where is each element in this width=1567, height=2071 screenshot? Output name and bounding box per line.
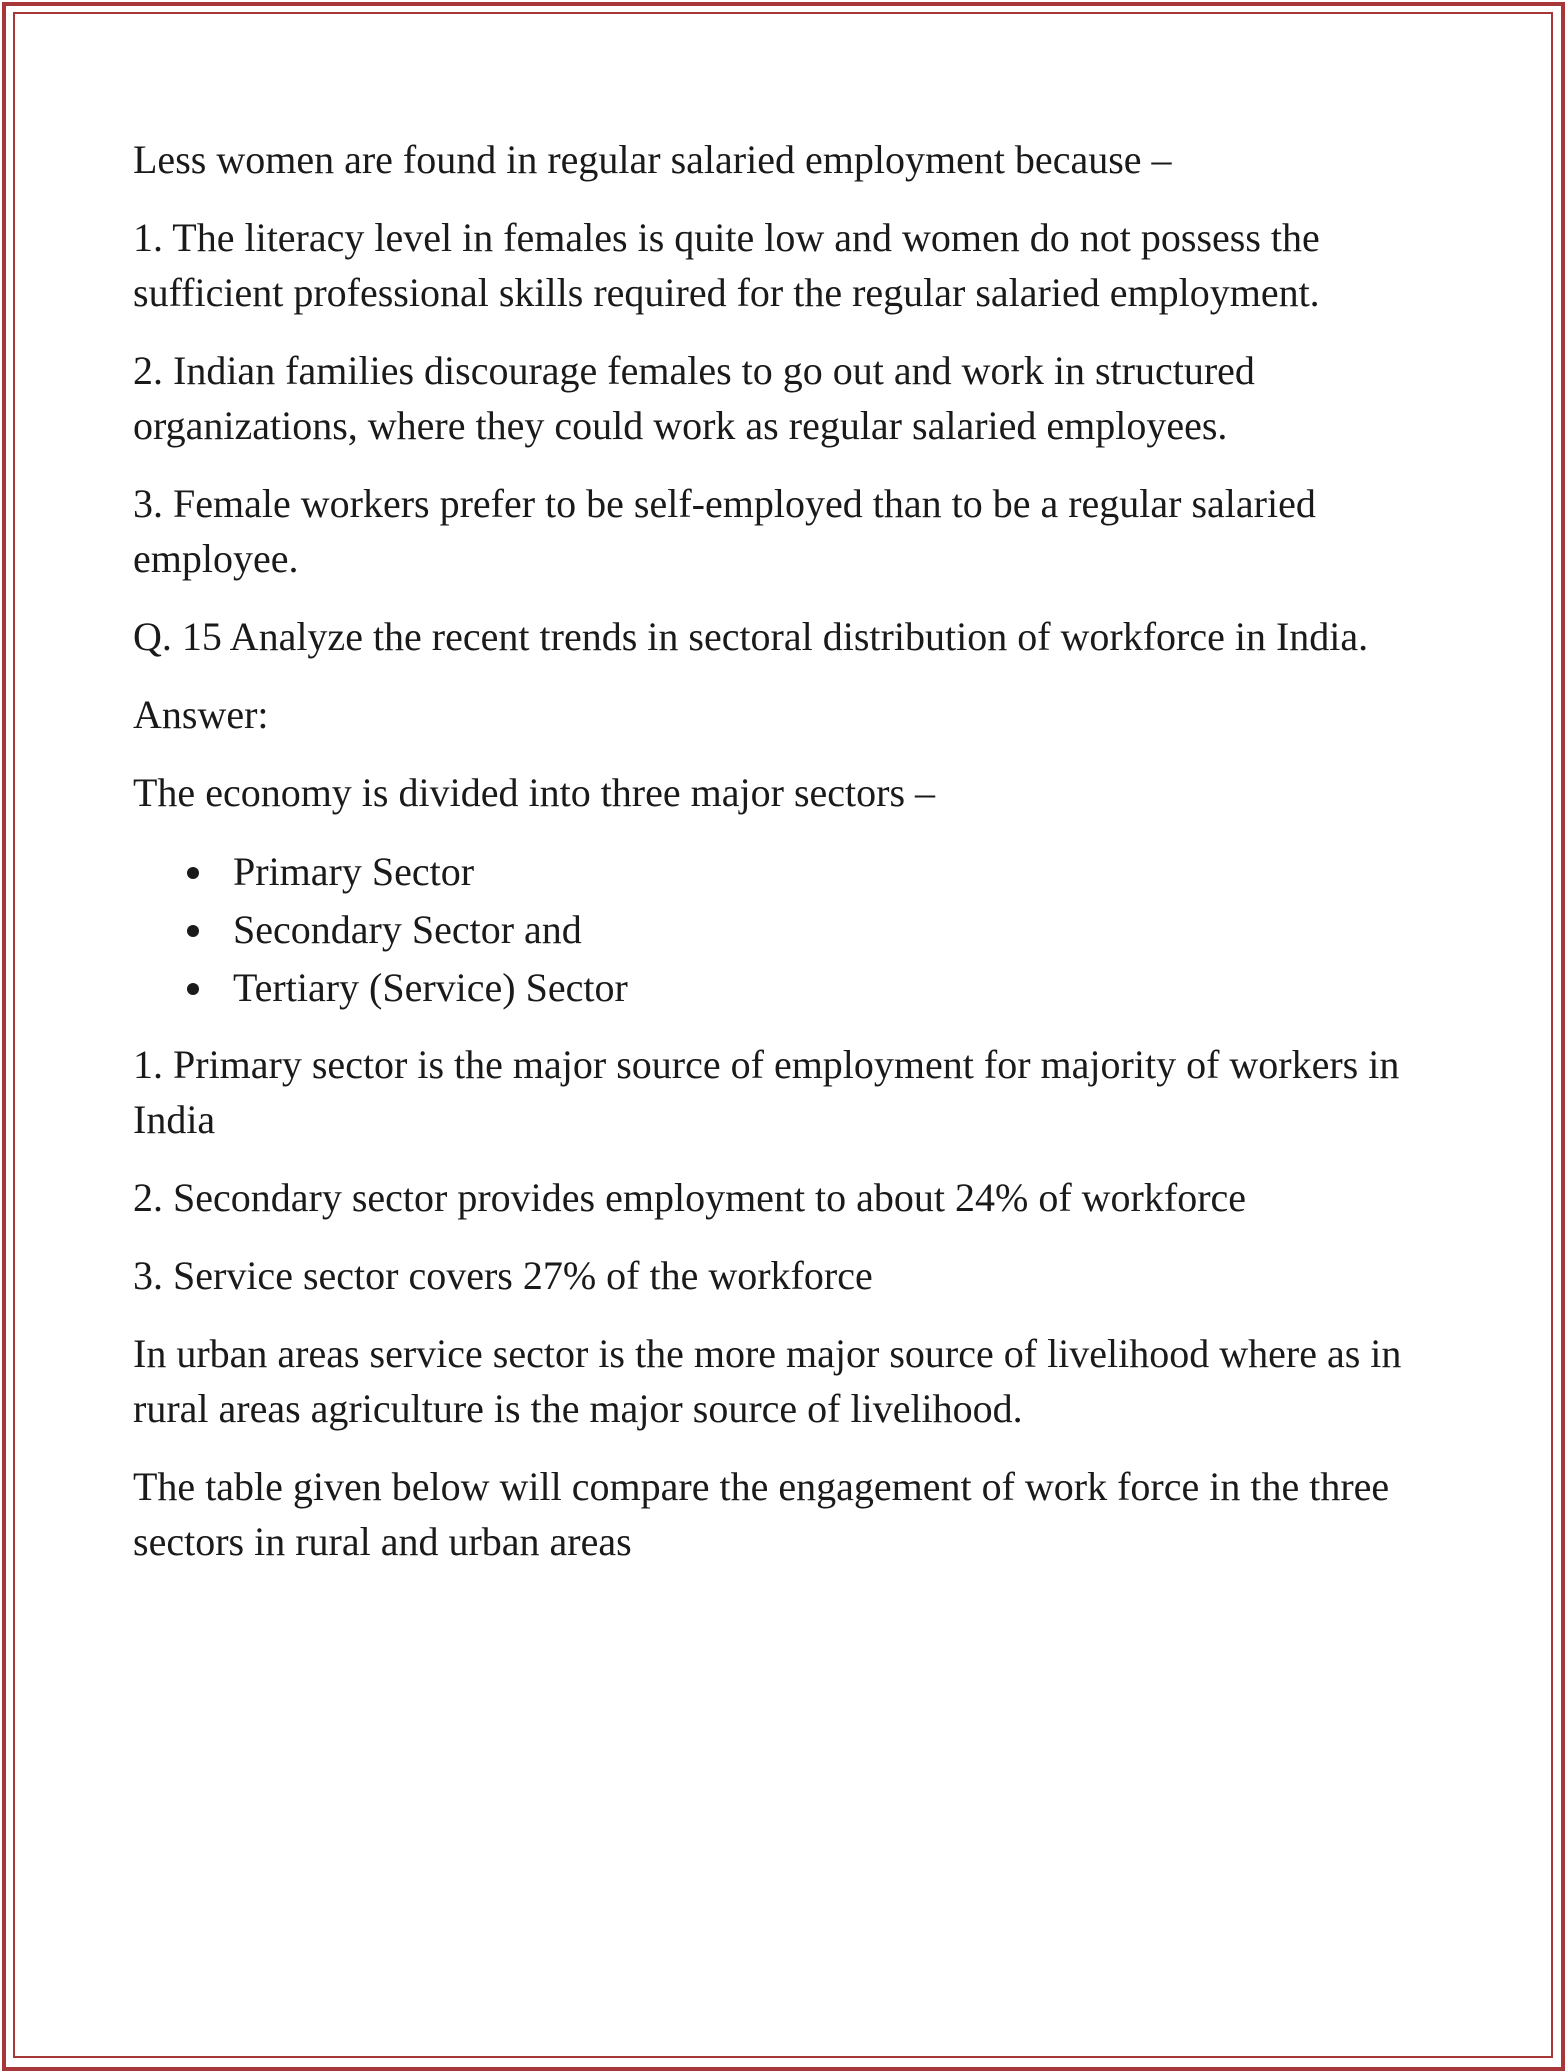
- list-item: [233, 843, 1453, 901]
- reason-3: 3. Female workers prefer to be self-employed than to be a regular salaried employee.: [133, 481, 1316, 581]
- point-service: 3. Service sector covers 27% of the workforce: [133, 1253, 873, 1298]
- list-item-label: Tertiary (Service) Sector: [233, 965, 628, 1010]
- answer-label: Answer:: [133, 692, 269, 737]
- bullet-icon: [187, 983, 199, 995]
- question-15: Q. 15 Analyze the recent trends in sectoral distribution of workforce in India.: [133, 614, 1369, 659]
- reason-2: 2. Indian families discourage females to go out and work in structured organizations, where they could work as regular salaried employees.: [133, 348, 1255, 448]
- list-item-label: Secondary Sector and: [233, 907, 582, 952]
- table-intro-paragraph: The table given below will compare the engagement of work force in the three sectors in rural and urban areas: [133, 1464, 1390, 1564]
- reason-1: 1. The literacy level in females is quite low and women do not possess the sufficient professional skills required for the regular salaried employment.: [133, 215, 1320, 315]
- list-item: [233, 959, 1453, 1017]
- point-primary: 1. Primary sector is the major source of employment for majority of workers in India: [133, 1042, 1400, 1142]
- sectors-intro: The economy is divided into three major sectors –: [133, 770, 936, 815]
- list-item: [233, 901, 1453, 959]
- document-body: [133, 132, 1453, 1592]
- bullet-icon: [187, 925, 199, 937]
- urban-rural-paragraph: In urban areas service sector is the more major source of livelihood where as in rural areas agriculture is the major source of livelihood.: [133, 1331, 1402, 1431]
- bullet-icon: [187, 867, 199, 879]
- point-secondary: 2. Secondary sector provides employment to about 24% of workforce: [133, 1175, 1247, 1220]
- sector-list: [133, 843, 1453, 1017]
- intro-paragraph: Less women are found in regular salaried employment because –: [133, 137, 1172, 182]
- list-item-label: Primary Sector: [233, 849, 475, 894]
